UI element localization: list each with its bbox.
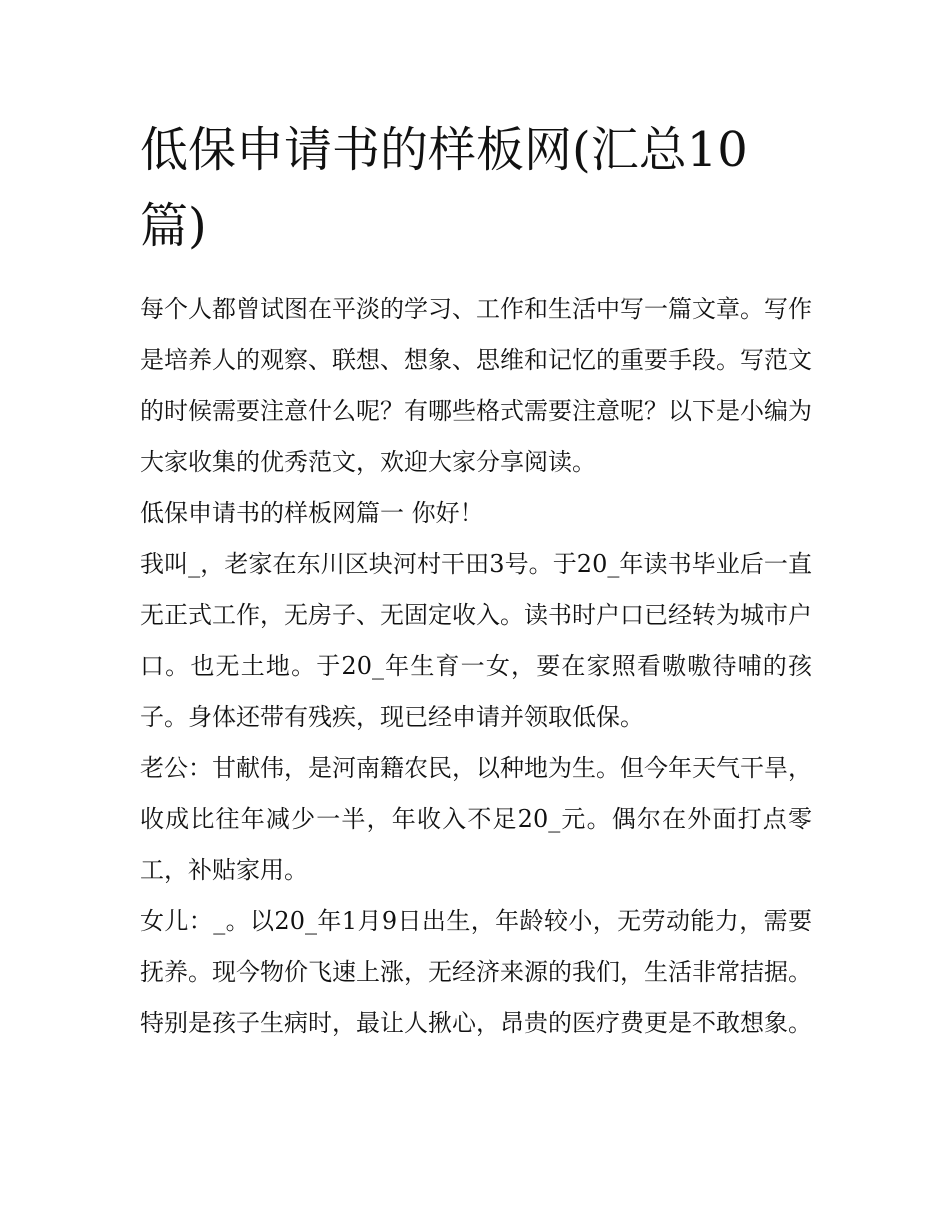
section-heading: 低保申请书的样板网篇一 你好！ xyxy=(140,499,484,527)
document-page xyxy=(140,112,812,1049)
document-title: 低保申请书的样板网(汇总10篇) xyxy=(140,122,748,254)
body-paragraph-self: 我叫_，老家在东川区块河村干田3号。于20_年读书毕业后一直无正式工作，无房子、无固定收入。读书时户口已经转为城市户口。也无土地。于20_年生育一女，要在家照看嗷嗷待哺的孩子。身体还带有残疾，现已经申请并领取低保。 xyxy=(140,550,812,731)
intro-paragraph: 每个人都曾试图在平淡的学习、工作和生活中写一篇文章。写作是培养人的观察、联想、想象、思维和记忆的重要手段。写范文的时候需要注意什么呢？有哪些格式需要注意呢？以下是小编为大家收集的优秀范文，欢迎大家分享阅读。 xyxy=(140,295,812,476)
body-paragraph-daughter: 女儿：_。以20_年1月9日出生，年龄较小，无劳动能力，需要抚养。现今物价飞速上涨，无经济来源的我们，生活非常拮据。特别是孩子生病时，最让人揪心，昂贵的医疗费更是不敢想象。 xyxy=(140,907,812,1037)
body-paragraph-husband: 老公：甘献伟，是河南籍农民，以种地为生。但今年天气干旱，收成比往年减少一半，年收入不足20_元。偶尔在外面打点零工，补贴家用。 xyxy=(140,754,812,884)
